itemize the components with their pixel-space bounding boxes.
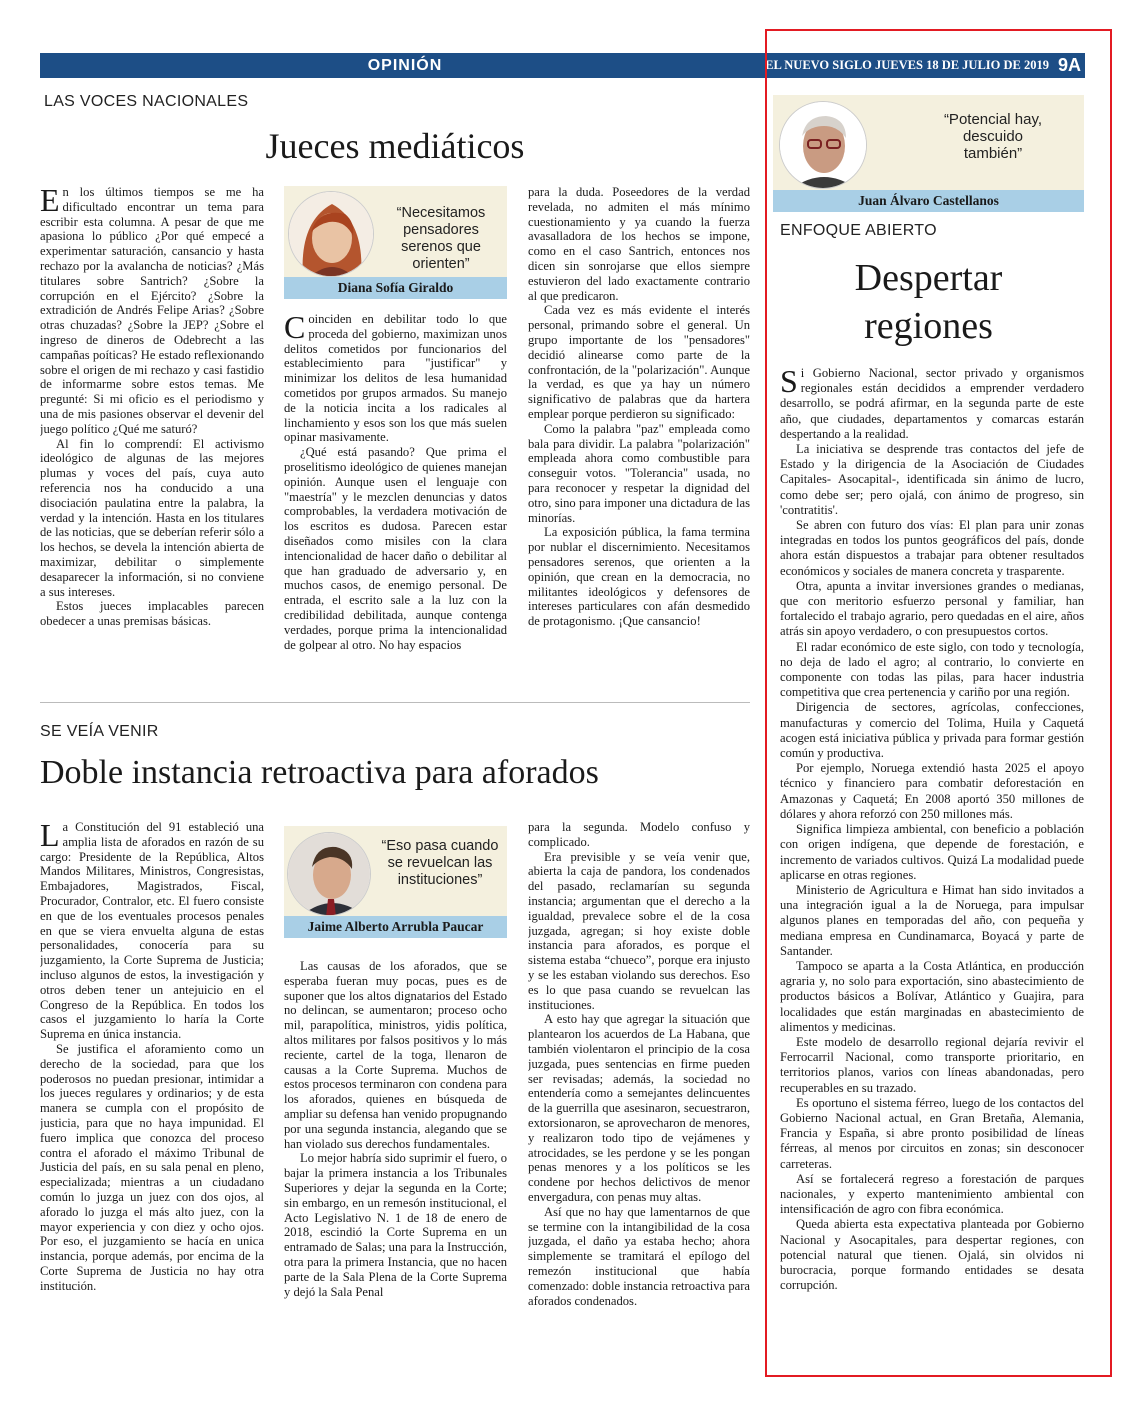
article3-headline-line-1: Despertar bbox=[854, 257, 1003, 299]
paragraph: Lo mejor habría sido suprimir el fuero, o bajar la primera instancia a los Tribunales Superiores y dejar la segunda en la Corte; sin embargo, en un remesón institucional, el Acto Legislativo N. 1 de 18 de enero de 2018, escindió la Corte Suprema en un entramado de Salas; una para la Instrucción, otra para la primera Instancia, que no hacen parte de la Sala Plena de la Corte Suprema y dejó la Sala Penal bbox=[284, 1151, 507, 1299]
article1-author-name: Diana Sofía Giraldo bbox=[284, 277, 507, 299]
paragraph: En los últimos tiempos se me ha dificultado encontrar un tema para escribir esta columna. A pesar de que me apasiona lo público ¿Por qué empecé a experimentar saturación, cansancio y hasta rechazo por la avalancha de noticias? ¿Más titulares sobre Santrich? ¿Sobre la corrupción en el Ejército? ¿Sobre la extradición de Andrés Felipe Arias? ¿Sobre otras chuzadas? ¿Sobre la JEP? ¿Sobre el ingreso de dineros de Odebrecht a las campañas poíticas? He estado reflexionando sobre el origen de mi rechazo y casi fastidio de informarme sobre estos temas. Me pregunté: Si mi oficio es el periodismo y una de mis pasiones observar el devenir del juego político ¿Qué me saturó? bbox=[40, 185, 264, 436]
paragraph: La iniciativa se desprende tras contactos del jefe de Estado y la dirigencia de la Asociación de Ciudades Capitales- Asocapital-, identificada sin ánimo de lucro, como debe ser; pero ojalá, con ánimo de progreso, sin 'contratitis'. bbox=[780, 442, 1084, 517]
page-number: 9A bbox=[1057, 55, 1081, 75]
paragraph: Era previsible y se veía venir que, abierta la caja de pandora, los condenados del pasado, reclamarían su segunda instancia; argumentan que el derecho a la igualdad, prevalece sobre el de la cosa juzgada, agregan; si hoy existe doble instancia para aforados, es porque el sistema estaba “chueco”, porque era injusto y se les estaban violando sus derechos. Eso es lo que pasa cuando se revuelcan las instituciones. bbox=[528, 849, 750, 1012]
paragraph: Significa limpieza ambiental, con beneficio a población con origen indígena, que depende de forestación, e incremento de variados cultivos. Quizá La modalidad puede aplicarse en otras regiones. bbox=[780, 822, 1084, 882]
paragraph: Así que no hay que lamentarnos de que se termine con la intangibilidad de la cosa juzgada, el daño ya estaba hecho; ahora simplemente se tramitará el epílogo del remezón institucional que había comenzado: doble instancia retroactiva para aforados condenados. bbox=[528, 1204, 750, 1308]
paragraph: ¿Qué está pasando? Que prima el proselitismo ideológico de quienes manejan opinión. Aunque usen el lenguaje con "maestría" y le mezclen denuncias y datos comprobables, la verdadera motivación de los escritos es dudosa. Parecen estar diseñados como misiles con la clara intencionalidad de hacer daño o debilitar al que han graduado de adversario y, en muchos casos, de enemigo personal. De entrada, el escrito sale a la luz con la credibilidad debilitada, aunque contenga verdades, porque prima la intencionalidad de golpear al otro. No hay espacios bbox=[284, 445, 507, 652]
paragraph: Tampoco se aparta a la Costa Atlántica, en producción agraria y, no solo para exportación, sino abastecimiento de productos básicos a Bolívar, Atlántico y Guajira, para localidades que están marginadas en abastecimiento de alimentos y medicinas. bbox=[780, 958, 1084, 1034]
article2-column-1 bbox=[40, 820, 264, 1350]
article2-column-2 bbox=[284, 959, 507, 1350]
article1-headline: Jueces mediáticos bbox=[265, 126, 525, 166]
paragraph: Como la palabra "paz" empleada como bala para dividir. La palabra "polarización" empleada ahora como combustible para conseguir votos. "Tolerancia" usada, no para reconocer y respetar la dignidad del otro, sino para imponer una dictadura de las minorías. bbox=[528, 421, 750, 525]
article1-pull-quote: “Necesitamos pensadores serenos que orienten” bbox=[396, 205, 486, 272]
section-title: OPINIÓN bbox=[367, 57, 443, 74]
paragraph: El radar económico de este siglo, con todo y tecnología, no deja de lado el agro; al contrario, lo convierte en componente con todas las pilas, para hacer industria competitiva que crea pertenencia y cariño por una región. bbox=[780, 639, 1084, 700]
paragraph: Ministerio de Agricultura e Himat han sido invitados a una integración igual a la de Noruega, para impulsar algunos planes en temporadas del año, con pequeña y mediana empresa en Cundinamarca, Boyacá y parte de Santander. bbox=[780, 882, 1084, 958]
paragraph: La Constitución del 91 estableció una amplia lista de aforados en razón de su cargo: Presidente de la República, Altos Mandos Militares, Ministros, Congresistas, Embajadores, Magistrados, Fiscal, Procurador, Contralor, etc. El fuero consiste en que de los eventuales procesos penales en que se viera envuelta alguna de estas personalidades, conocería para su juzgamiento, la Corte Suprema de Justicia; incluso algunos de estos, la investigación y otros deben tener un antejuicio en el Congreso de la República. En todos los casos el juzgamiento lo haría la Corte Suprema en única instancia. bbox=[40, 820, 264, 1042]
article3-headline-line-2: regiones bbox=[864, 305, 993, 347]
article2-column-3 bbox=[528, 820, 750, 1350]
article3-pull-quote: “Potencial hay, descuido también” bbox=[943, 111, 1043, 162]
avatar-photo-icon bbox=[288, 833, 371, 916]
paragraph: Coinciden en debilitar todo lo que proceda del gobierno, maximizan unos delitos cometidos por funcionarios del establecimiento para "justificar" y minimizar los delitos de lesa humanidad cometidos por grupos armados. Su manejo de la noticia incita a los radicales al linchamiento y esos son los que más suelen opinar masivamente. bbox=[284, 312, 507, 445]
paragraph: Queda abierta esta expectativa planteada por Gobierno Nacional y Asocapitales, para despertar regiones, con potencial natural que tienen. Ojalá, sin olvidos ni burocracia, porque formando entidades se desata corrupción. bbox=[780, 1217, 1084, 1293]
paragraph: Otra, apunta a invitar inversiones grandes o medianas, que con meritorio esfuerzo personal y familiar, han fortalecido el trabajo agrario, pero quedadas en el aire, años atrás sin apoyo verdadero, o con presupuestos cortos. bbox=[780, 578, 1084, 639]
article1-column-3 bbox=[528, 185, 750, 685]
article2-author-box bbox=[284, 826, 507, 938]
paragraph: La exposición pública, la fama termina por nublar el discernimiento. Necesitamos pensadores serenos, que orienten a la opinión, que crean en la democracia, no militantes ideológicos y defensores de intereses particulares con afán desmedido de protagonismo. ¡Que cansancio! bbox=[528, 525, 750, 629]
paragraph: Así se fortalecerá regreso a forestación de parques nacionales, y experto mantenimiento ambiental con intensificación de agro con fibra económica. bbox=[780, 1171, 1084, 1217]
paragraph: para la segunda. Modelo confuso y complicado. bbox=[528, 820, 750, 849]
paragraph: Es oportuno el sistema férreo, luego de los contactos del Gobierno Nacional actual, en Gran Bretaña, Alemania, Francia y España, si abre pronto posibilidad de líneas férreas, al menos por circuitos en zonas; sin desconocer carreteras. bbox=[780, 1095, 1084, 1171]
paragraph: Estos jueces implacables parecen obedecer a unas premisas básicas. bbox=[40, 599, 264, 629]
article1-column-1 bbox=[40, 185, 264, 685]
article3-author-name: Juan Álvaro Castellanos bbox=[773, 190, 1084, 212]
article3-kicker: ENFOQUE ABIERTO bbox=[780, 222, 937, 239]
paragraph: Las causas de los aforados, que se esperaba fueran muy pocas, pues es de suponer que los altos dignatarios del Estado no delincan, se aumentaron; proceso ocho mil, parapolítica, ministros, yidis política, altos militares por falsos positivos y lo más reciente, cartel de la toga, llenaron de causas a la Corte Suprema. Muchos de estos procesos terminaron con condena para los aforados, quienes en búsqueda de ampliar su defensa han venido propugnando por una segunda instancia, alegando que se han violado sus derechos fundamentales. bbox=[284, 959, 507, 1151]
paragraph: Se justifica el aforamiento como un derecho de la sociedad, para que los poderosos no puedan presionar, intimidar a los jueces regulares y ordinarios; y de esta manera se cumpla con el propósito de justicia, para que no haya impunidad. El fuero implica que conozca del proceso contra el aforado el máximo Tribunal de Justicia del país, en su sala penal en pleno, especializada; mientras a un ciudadano común lo juzga un juez con dos ojos, al aforado lo juzga el más alto juez, con la mayor experiencia y con diez y ocho ojos. Por eso, el juzgamiento se hacía en unica instancia, porque además, por encima de la Corte Suprema de Justicia no hay otra institución. bbox=[40, 1041, 264, 1293]
avatar-photo-icon bbox=[289, 192, 374, 277]
paragraph: A esto hay que agregar la situación que plantearon los acuerdos de La Habana, que también violentaron el principio de la cosa juzgada, pues sentencias en firme pueden ser revisadas; además, la sociedad no entendería como a semejantes delincuentes de la guerrilla que asesinaron, secuestraron, extorsionaron, se aprovecharon de menores, y realizaron todo tipo de vejámenes y atrocidades, se les perdone y se les pongan penas menores y a los políticos se les condene por hechos delictivos de menor envergadura, con penas muy altas. bbox=[528, 1012, 750, 1204]
avatar bbox=[288, 191, 374, 277]
paragraph: Este modelo de desarrollo regional dejaría revivir el Ferrocarril Nacional, como transporte prioritario, en territorios planos, varios con líneas abandonadas, pero recuperables en su trazado. bbox=[780, 1034, 1084, 1095]
article1-kicker: LAS VOCES NACIONALES bbox=[44, 93, 249, 110]
article2-kicker: SE VEÍA VENIR bbox=[40, 723, 159, 740]
article1-author-box bbox=[284, 186, 507, 299]
paragraph: Cada vez es más evidente el interés personal, primando sobre el general. Un grupo importante de los "pensadores" decidió alinearse como parte de la confrontación, de la "polarización". Aunque la verdad, es que ya hay un número significativo de palabras que da hartera emplear porque perdieron su significado: bbox=[528, 303, 750, 421]
paragraph: para la duda. Poseedores de la verdad revelada, no admiten el más mínimo cuestionamiento y ya cuando la fuerza avasalladora de los hechos se impone, como en el caso Santrich, entonces nos dicen sin sonrojarse que ellos siempre estuvieron del lado exactamente contrario al que predicaron. bbox=[528, 185, 750, 303]
masthead-date: EL NUEVO SIGLO JUEVES 18 DE JULIO DE 2019 bbox=[765, 58, 1049, 72]
paragraph: Se abren con futuro dos vías: El plan para unir zonas integradas en todos los puntos geográficos del país, donde ahora están dispuestos a trabajar para obtener resultados económicos y sociales de manera concreta y trasparente. bbox=[780, 518, 1084, 578]
paragraph: Al fin lo comprendí: El activismo ideológico de algunas de las mejores plumas y voces del país, cuya auto referencia nos ha conducido a una disociación paulatina entre la palabra, la verdad y la intención. Hasta en los titulares de las noticias, que se deberían referir sólo a los hechos, se devela la intención abierta de maximizar, debilitar o simplemente desaparecer la información, si no conviene a sus intereses. bbox=[40, 436, 264, 599]
paragraph: Dirigencia de sectores, agrícolas, confecciones, manufacturas y comercio del Tolima, Huila y Caquetá acogen está iniciativa pública y privada para formar gestión común y productiva. bbox=[780, 700, 1084, 761]
highlight-frame bbox=[765, 29, 1112, 1377]
paragraph: Por ejemplo, Noruega extendió hasta 2025 el apoyo técnico y financiero para combatir deforestación en Amazonas y Caquetá; En 2008 aportó 350 millones de dólares y ahora reforzó con 250 millones más. bbox=[780, 761, 1084, 821]
article2-pull-quote: “Eso pasa cuando se revuelcan las instituciones” bbox=[381, 838, 499, 888]
article1-column-2 bbox=[284, 312, 507, 685]
avatar bbox=[287, 832, 371, 916]
article2-author-name: Jaime Alberto Arrubla Paucar bbox=[284, 916, 507, 938]
article2-headline: Doble instancia retroactiva para aforados bbox=[40, 754, 599, 791]
section-divider bbox=[40, 702, 750, 703]
paragraph: Si Gobierno Nacional, sector privado y organismos regionales están decididos a emprender verdadero desarrollo, se podrá afirmar, en la segunda parte de este año, que ciudades, departamentos y comarcas estarán despertando a la realidad. bbox=[780, 366, 1084, 441]
